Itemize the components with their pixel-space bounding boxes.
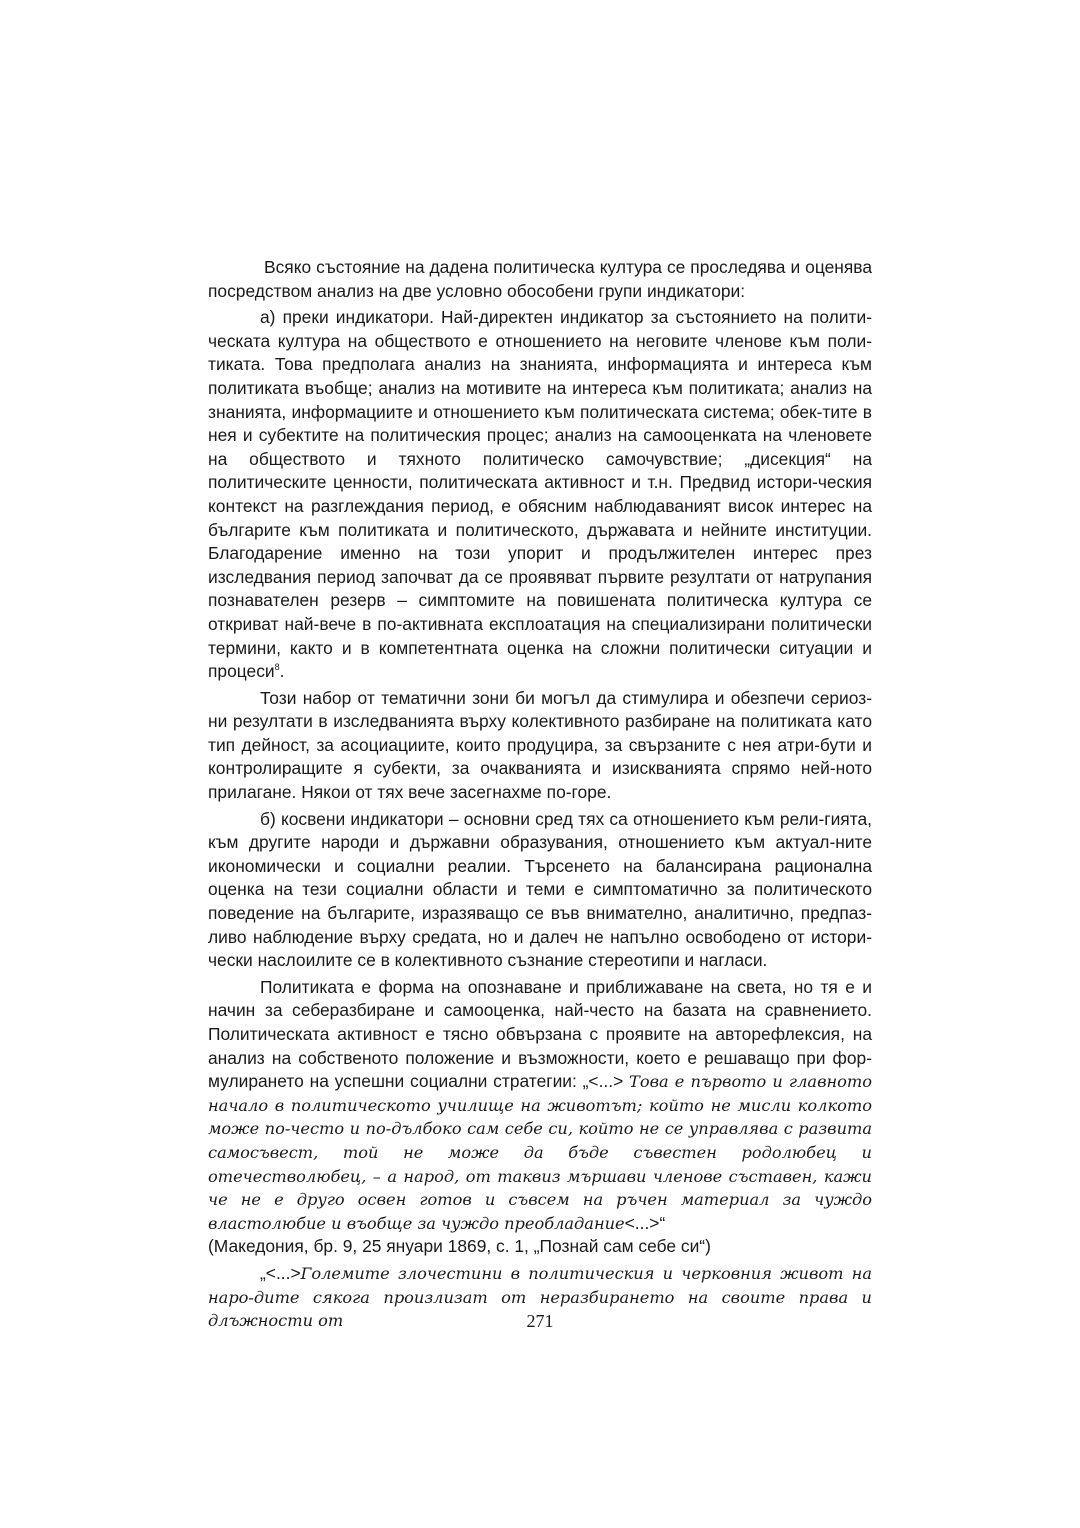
quote-second-lead: „<...> (260, 1262, 301, 1283)
paragraph-politics-form (208, 976, 872, 1259)
paragraph-intro: Всяко състояние на дадена политическа култура се проследява и оценява посредством анализ на две условно обособени групи индикатори: (208, 257, 872, 301)
page-body (208, 256, 872, 1333)
paragraph-thematic-zones: Този набор от тематични зони би могъл да стимулира и обезпечи сериоз-ни резултати в изследванията върху колективното разбиране на политиката като тип дейност, за асоциациите, които продуцира, за свързаните с нея атри-бути и контролиращите я субекти, за очакванията и изискванията спрямо ней-ното прилагане. Някои от тях вече засегнахме по-горе. (208, 687, 872, 803)
quote-close: <...>“ (624, 1212, 666, 1233)
quote-macedonia: Това е първото и главното начало в политическото училище на животът; който не мисли колкото може по-често и по-дълбоко сам себе си, който не се управлява с развита самосъвест, той не може да бъде съвестен родолюбец и отечестволюбец, – а народ, от таквиз мършави членове съставен, кажи че не е друго освен готов и съвсем на ръчен материал за чуждо властолюбие и въобще за чуждо преобладание (208, 1072, 872, 1233)
politics-form-lead: Политиката е форма на опознаване и приближаване на света, но тя е и начин за себеразбиране и самооценка, най-често на базата на сравнението. Политическата активност е тясно обвързана с проявите на авторефлексия, на анализ на собственото положение и възможности, което е решаващо при фор-мулирането на успешни социални стратегии: „<...> (208, 976, 872, 1092)
direct-indicators-text: а) преки индикатори. Най-директен индикатор за състоянието на полити-ческата култура на обществото е отношението на неговите членове към поли-тиката. Това предполага анализ на знанията, информацията и интереса към политиката въобще; анализ на мотивите на интереса към политиката; анализ на знанията, информациите и отношението към политическата система; обек-тите в нея и субектите на политическия процес; анализ на самооценката на членовете на обществото и тяхното политическо самочувствие; „дисекция“ на политическите ценности, политическата активност и т.н. Предвид истори-ческия контекст на разглеждания период, е обясним наблюдаваният висок интерес на българите към политиката и политическото, държавата и нейните институции. Благодарение именно на този упорит и продължителен интерес през изследвания период започват да се проявяват първите резултати от натрупания познавателен резерв – симптомите на повишената политическа култура се откриват най-вече в по-активната експлоатация на специализирани политически термини, както и в компетентната оценка на сложни политически ситуации и процеси (208, 307, 872, 682)
paragraph-direct-indicators (208, 306, 872, 684)
quote-source: (Македония, бр. 9, 25 януари 1869, с. 1, „Познай сам себе си“) (208, 1236, 711, 1257)
quote-second-text: Големите злочестини в политическия и черковния живот на наро-дите сякога произлизат от неразбирането на своите права и длъжности от (208, 1263, 872, 1331)
footnote-reference[interactable]: 8 (274, 662, 280, 673)
page-number: 271 (526, 1311, 554, 1331)
text-block (208, 256, 872, 1333)
paragraph-indirect-indicators: б) косвени индикатори – основни сред тях са отношението към рели-гията, към другите народи и държавни образувания, отношението към актуал-ните икономически и социални реалии. Търсенето на балансирана рационална оценка на тези социални области и теми е симптоматично за политическото поведение на българите, изразяващо се във внимателно, аналитично, предпаз-ливо наблюдение върху средата, но и далеч не напълно освободено от истори-чески наслоилите се в колективното съзнание стереотипи и нагласи. (208, 808, 872, 971)
direct-indicators-end: . (279, 661, 285, 682)
